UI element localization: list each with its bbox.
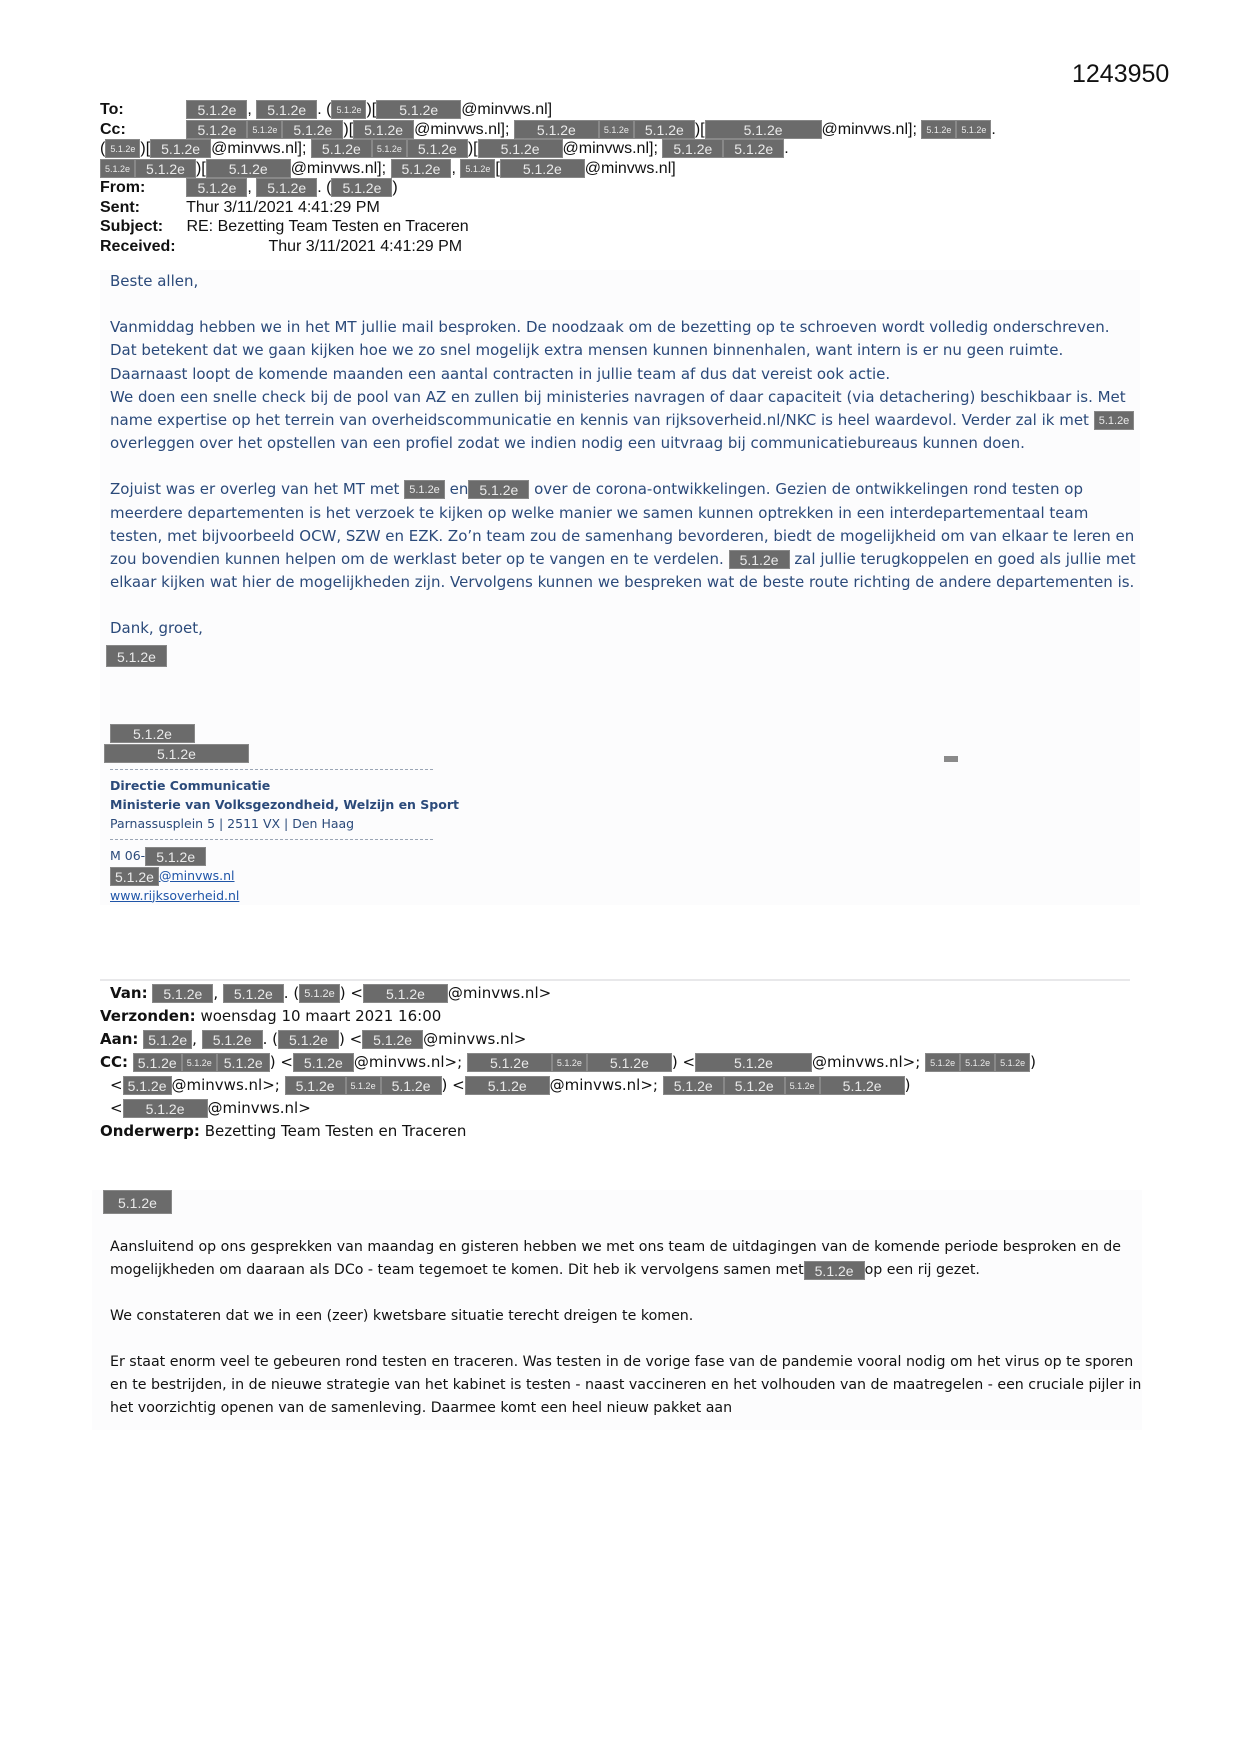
redaction: 5.1.2e: [293, 1053, 354, 1072]
redaction: 5.1.2e: [331, 100, 366, 119]
redaction: 5.1.2e: [729, 550, 790, 569]
email-header: [100, 100, 1100, 256]
redaction: 5.1.2e: [376, 100, 461, 119]
subject-value: RE: Bezetting Team Testen en Traceren: [186, 218, 469, 235]
document-number: 1243950: [1072, 60, 1170, 88]
cc-row-3: < 5.1.2e @minvws.nl>: [110, 1099, 311, 1117]
redaction: 5.1.2e: [662, 139, 723, 158]
redaction: 5.1.2e: [1094, 411, 1135, 430]
redaction: 5.1.2e: [407, 139, 468, 158]
original-paragraph-1: [110, 1236, 1142, 1282]
redaction: 5.1.2e: [478, 139, 563, 158]
to-row: To: 5.1.2e , 5.1.2e . ( 5.1.2e )[ 5.1.2e @minvws.nl]: [100, 101, 553, 119]
redaction: 5.1.2e: [460, 159, 495, 178]
cc-row: Cc: 5.1.2e 5.1.2e 5.1.2e )[ 5.1.2e @minvws.nl]; 5.1.2e 5.1.2e 5.1.2e )[ 5.1.2e @minvws.nl]; 5.1.2e 5.1.2e .: [100, 120, 996, 138]
redaction: 5.1.2e: [123, 1099, 208, 1118]
redaction: 5.1.2e: [921, 120, 956, 139]
redaction: 5.1.2e: [143, 1030, 192, 1049]
redaction: 5.1.2e: [299, 984, 340, 1003]
onderwerp-row: [100, 1120, 1150, 1143]
redaction: 5.1.2e: [247, 120, 282, 139]
reply-paragraph-1: [110, 316, 1140, 455]
redaction: 5.1.2e: [724, 1076, 785, 1095]
aan-row: Aan: 5.1.2e , 5.1.2e . ( 5.1.2e ) < 5.1.2e @minvws.nl>: [100, 1030, 527, 1048]
text: en: [449, 480, 469, 499]
redaction: 5.1.2e: [282, 120, 343, 139]
text: We doen een snelle check bij de pool van AZ en zullen bij ministeries navragen of daar capaciteit (via detachering) beschikbaar is. Met name expertise op het terrein van overheidscommunicatie en kennis van rijksoverheid.nl/NKC is heel waardevol. Verder zal ik met: [110, 387, 1126, 430]
redaction: 5.1.2e: [331, 178, 392, 197]
redaction: 5.1.2e: [145, 847, 206, 866]
email-domain: @minvws.nl];: [211, 140, 307, 157]
redaction: 5.1.2e: [500, 159, 585, 178]
verzonden-value: woensdag 10 maart 2021 16:00: [200, 1007, 442, 1025]
redaction: 5.1.2e: [956, 120, 991, 139]
redaction: 5.1.2e: [223, 984, 284, 1003]
redaction: 5.1.2e: [820, 1076, 905, 1095]
email-domain: @minvws.nl>;: [549, 1076, 658, 1094]
reply-paragraph-2: [110, 478, 1140, 594]
cc-row: CC: 5.1.2e 5.1.2e 5.1.2e ) < 5.1.2e @minvws.nl>; 5.1.2e 5.1.2e 5.1.2e ) < 5.1.2e @minvws.nl>; 5.1.2e 5.1.2e 5.1.2e ): [100, 1053, 1037, 1071]
redaction: 5.1.2e: [362, 1030, 423, 1049]
redaction: 5.1.2e: [995, 1053, 1030, 1072]
subject-row: [100, 217, 1100, 237]
redaction: 5.1.2e: [106, 645, 167, 667]
cc-label: Cc:: [100, 120, 126, 138]
text: zal jullie terugkoppelen en goed als jullie met elkaar kijken wat hier de mogelijkheden zijn. Vervolgens kunnen we bespreken wat de beste route richting de andere departementen is.: [110, 550, 1136, 592]
redaction: 5.1.2e: [391, 159, 452, 178]
redaction: 5.1.2e: [256, 178, 317, 197]
closing: Dank, groet,: [110, 619, 203, 638]
redaction: 5.1.2e: [663, 1076, 724, 1095]
redaction: 5.1.2e: [256, 100, 317, 119]
redaction: 5.1.2e: [186, 120, 247, 139]
van-row: Van: 5.1.2e , 5.1.2e . ( 5.1.2e ) < 5.1.2e @minvws.nl>: [110, 984, 552, 1002]
text: Zojuist was er overleg van het MT met: [110, 480, 400, 499]
redaction: 5.1.2e: [381, 1076, 442, 1095]
email-domain: @minvws.nl];: [414, 120, 510, 138]
email-domain: @minvws.nl>: [423, 1030, 527, 1048]
email-domain: @minvws.nl];: [562, 140, 658, 157]
redaction: 5.1.2e: [186, 178, 247, 197]
redaction: 5.1.2e: [804, 1261, 865, 1280]
to-label: To:: [100, 101, 124, 118]
redaction: 5.1.2e: [206, 159, 291, 178]
redaction: 5.1.2e: [468, 480, 529, 499]
redaction: 5.1.2e: [105, 139, 140, 158]
verzonden-row: [100, 1005, 1150, 1028]
aan-label: Aan:: [100, 1030, 139, 1048]
redaction: 5.1.2e: [404, 480, 445, 499]
onderwerp-label: Onderwerp:: [100, 1122, 200, 1140]
redaction: 5.1.2e: [552, 1053, 587, 1072]
redaction: 5.1.2e: [514, 120, 599, 139]
email-domain: @minvws.nl];: [821, 120, 917, 138]
received-row: [100, 237, 1100, 257]
redaction: 5.1.2e: [104, 744, 249, 763]
website-link[interactable]: www.rijksoverheid.nl: [110, 887, 240, 903]
redaction: 5.1.2e: [346, 1076, 381, 1095]
redaction: 5.1.2e: [152, 984, 213, 1003]
original-header: [100, 982, 1150, 1143]
email-domain: @minvws.nl];: [290, 159, 387, 177]
redaction: 5.1.2e: [960, 1053, 995, 1072]
sent-value: Thur 3/11/2021 4:41:29 PM: [186, 198, 380, 216]
email-domain: @minvws.nl>: [447, 984, 552, 1002]
email-domain: @minvws.nl>;: [171, 1076, 280, 1094]
sent-label: Sent:: [100, 198, 140, 216]
from-label: From:: [100, 179, 146, 196]
from-row: From: 5.1.2e , 5.1.2e . ( 5.1.2e ): [100, 179, 398, 197]
received-label: Received:: [100, 237, 176, 255]
received-value: Thur 3/11/2021 4:41:29 PM: [268, 237, 463, 255]
signature-ministry: Ministerie van Volksgezondheid, Welzijn en Sport: [110, 796, 459, 812]
redaction: 5.1.2e: [186, 100, 247, 119]
redaction: 5.1.2e: [587, 1053, 672, 1072]
small-redaction-mark: [944, 756, 958, 762]
cc-row-3: 5.1.2e 5.1.2e )[ 5.1.2e @minvws.nl]; 5.1.2e , 5.1.2e [ 5.1.2e @minvws.nl]: [100, 159, 1100, 179]
redaction: 5.1.2e: [150, 139, 211, 158]
redaction: 5.1.2e: [202, 1030, 263, 1049]
redaction: 5.1.2e: [285, 1076, 346, 1095]
redaction: 5.1.2e: [110, 724, 195, 743]
redaction: 5.1.2e: [353, 120, 414, 139]
redaction: 5.1.2e: [372, 139, 407, 158]
greeting: Beste allen,: [110, 272, 199, 290]
text: over de corona-ontwikkelingen. Gezien de ontwikkelingen rond testen op meerdere departementen is het verzoek te kijken op welke manier we samen kunnen optrekken in een interdepartementaal team testen, met bijvoorbeeld OCW, SZW en EZK. Zo’n team zou de samenhang bevorderen, biedt de mogelijkheid om van elkaar te leren en zou bovendien kunnen helpen om de werklast beter op te vangen en te verdelen.: [110, 480, 1135, 569]
redaction: 5.1.2e: [217, 1053, 270, 1072]
redaction: 5.1.2e: [465, 1076, 550, 1095]
redaction: 5.1.2e: [278, 1030, 339, 1049]
redaction: 5.1.2e: [723, 139, 784, 158]
redaction: 5.1.2e: [363, 984, 448, 1003]
mobile-prefix: M 06-: [110, 847, 146, 863]
divider: [110, 769, 433, 770]
redaction: 5.1.2e: [100, 159, 135, 178]
redaction: 5.1.2e: [695, 1053, 812, 1072]
cc-label: CC:: [100, 1053, 129, 1071]
email-domain: @minvws.nl>: [207, 1099, 311, 1117]
redaction: 5.1.2e: [467, 1053, 552, 1072]
redaction: 5.1.2e: [133, 1053, 182, 1072]
original-body: [92, 1190, 1142, 1430]
redaction: 5.1.2e: [123, 1076, 172, 1095]
redaction: 5.1.2e: [311, 139, 372, 158]
subject-label: Subject:: [100, 218, 164, 235]
redaction: 5.1.2e: [599, 120, 634, 139]
redaction: 5.1.2e: [182, 1053, 217, 1072]
email-link[interactable]: @minvws.nl: [158, 867, 235, 883]
signature: [110, 723, 1140, 905]
verzonden-label: Verzonden:: [100, 1007, 196, 1025]
original-paragraph-3: Er staat enorm veel te gebeuren rond testen en traceren. Was testen in de vorige fase van de pandemie vooral nodig om het virus op te sporen en te bestrijden, in de nieuwe strategie van het kabinet is testen - naast vaccineren en het volhouden van de maatregelen - een cruciale pijler in het voorzichtig openen van de samenleving. Daarmee komt een heel nieuw pakket aan: [110, 1354, 1142, 1416]
signature-address: Parnassusplein 5 | 2511 VX | Den Haag: [110, 815, 355, 831]
original-paragraph-2: We constateren dat we in een (zeer) kwetsbare situatie terecht dreigen te komen.: [110, 1308, 694, 1324]
redaction: 5.1.2e: [925, 1053, 960, 1072]
text: Vanmiddag hebben we in het MT jullie mail besproken. De noodzaak om de bezetting op te schroeven wordt volledig onderschreven. Dat betekent dat we gaan kijken hoe we zo snel mogelijk extra mensen kunnen binnenhalen, want intern is er nu geen ruimte. Daarnaast loopt de komende maanden een aantal contracten in jullie team af dus dat vereist ook actie.: [110, 318, 1110, 383]
divider: [110, 839, 433, 840]
text: op een rij gezet.: [864, 1262, 980, 1278]
email-domain: @minvws.nl>;: [353, 1053, 463, 1071]
van-label: Van:: [110, 984, 148, 1002]
cc-row-2: ( 5.1.2e )[ 5.1.2e @minvws.nl]; 5.1.2e 5.1.2e 5.1.2e )[ 5.1.2e @minvws.nl]; 5.1.2e 5.1.2e .: [100, 140, 789, 158]
sent-row: [100, 198, 1100, 218]
reply-body: [100, 270, 1140, 905]
signature-department: Directie Communicatie: [110, 777, 271, 793]
email-domain: @minvws.nl]: [584, 159, 676, 177]
redaction: 5.1.2e: [110, 867, 159, 886]
text: Aansluitend op ons gesprekken van maandag en gisteren hebben we met ons team de uitdagingen van de komende periode besproken en de mogelijkheden om daaraan als DCo - team tegemoet te komen. Dit heb ik vervolgens samen met: [110, 1239, 1121, 1278]
redaction: 5.1.2e: [785, 1076, 820, 1095]
redaction: 5.1.2e: [705, 120, 822, 139]
redaction: 5.1.2e: [103, 1190, 172, 1214]
email-domain: @minvws.nl>;: [811, 1053, 921, 1071]
onderwerp-value: Bezetting Team Testen en Traceren: [204, 1122, 467, 1140]
message-separator: [100, 979, 1130, 981]
email-domain: @minvws.nl]: [461, 101, 553, 118]
cc-row-2: < 5.1.2e @minvws.nl>; 5.1.2e 5.1.2e 5.1.2e ) < 5.1.2e @minvws.nl>; 5.1.2e 5.1.2e 5.1.2e 5.1.2e ): [110, 1076, 911, 1094]
redaction: 5.1.2e: [135, 159, 196, 178]
redaction: 5.1.2e: [634, 120, 695, 139]
text: overleggen over het opstellen van een profiel zodat we indien nodig een uitvraag bij communicatiebureaus kunnen doen.: [110, 434, 1025, 453]
